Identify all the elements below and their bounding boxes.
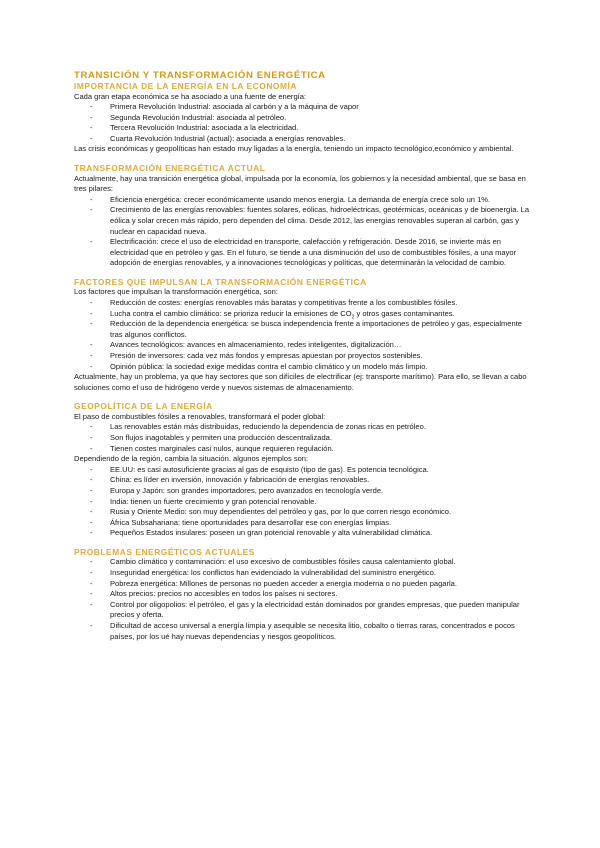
list-item: - Control por oligopolios: el petróleo, el gas y la electricidad están dominados por grandes empresas, que pueden manipular precios y oferta.	[110, 600, 536, 621]
bullet-list	[74, 422, 536, 454]
list-item: - Europa y Japón: son grandes importadores, pero avanzados en tecnología verde.	[110, 486, 536, 497]
list-item: - India: tienen un fuerte crecimiento y gran potencial renovable.	[110, 497, 536, 508]
list-item-co2	[110, 309, 536, 320]
list-item: - Rusia y Oriente Medio: son muy dependientes del petróleo y gas, por lo que corren riesgo económico.	[110, 507, 536, 518]
list-item: - África Subsahariana: tiene oportunidades para desarrollar ese con energías limpias.	[110, 518, 536, 529]
paragraph: Actualmente, hay un problema, ya que hay sectores que son difíciles de electrificar (ej: transporte marítimo). Para ello, se llevan a cabo soluciones como el uso de hidrógeno verde y nuevos sistemas de almacenamiento.	[74, 372, 527, 392]
section-heading-problemas: PROBLEMAS ENERGÉTICOS ACTUALES	[74, 546, 255, 557]
bullet-list	[74, 557, 536, 642]
list-item: - Presión de inversores: cada vez más fondos y empresas apuestan por proyectos sostenibles.	[110, 351, 536, 362]
list-item: - Cambio climático y contaminación: el uso excesivo de combustibles fósiles causa calentamiento global.	[110, 557, 536, 568]
list-item: - Inseguridad energética: los conflictos han evidenciado la vulnerabilidad del suministro energético.	[110, 568, 536, 579]
bullet-list	[74, 195, 536, 269]
list-item: - Primera Revolución Industrial: asociada al carbón y a la máquina de vapor	[110, 102, 536, 113]
section-heading-importancia: IMPORTANCIA DE LA ENERGÍA EN LA ECONOMÍA	[74, 81, 297, 91]
section-heading-factores: FACTORES QUE IMPULSAN LA TRANSFORMACIÓN ENERGÉTICA	[74, 276, 367, 287]
paragraph: Las crisis económicas y geopolíticas han estado muy ligadas a la energía, teniendo un impacto tecnológico,económico y ambiental.	[74, 144, 514, 154]
co2-subscript: 2	[351, 314, 355, 321]
list-item: - Opinión pública: la sociedad exige medidas contra el cambio climático y un modelo más limpio.	[110, 362, 536, 373]
list-item: - Tercera Revolución Industrial: asociada a la electricidad.	[110, 123, 536, 134]
co2-text-after: y otros gases contaminantes.	[354, 308, 455, 318]
list-item: - EE.UU: es casi autosuficiente gracias al gas de esquisto (tipo de gas). Es potencia tecnológica.	[110, 465, 536, 476]
list-item: - Las renovables están más distribuidas, reduciendo la dependencia de zonas ricas en petróleo.	[110, 422, 536, 433]
paragraph: Dependiendo de la región, cambia la situación. algunos ejemplos son:	[74, 454, 309, 464]
list-item: - Electrificación: crece el uso de electricidad en transporte, calefacción y refrigeración. Desde 2016, se invierte más en electricidad que en petróleo y gas. En el futuro, se tiende a una disminución del uso de combustibles fósiles, a una mayor adopción de energías renovables, y a innovaciones tecnológicas y políticas, que determinarán la velocidad de cambio.	[110, 237, 536, 269]
paragraph: Actualmente, hay una transición energética global, impulsada por la economía, los gobiernos y la necesidad ambiental, que se basa en tres pilares:	[74, 173, 526, 194]
list-item: - Tienen costes marginales casi nulos, aunque requieren regulación.	[110, 444, 536, 455]
list-item: - Son flujos inagotables y permiten una producción descentralizada.	[110, 433, 536, 444]
paragraph: Cada gran etapa económica se ha asociado a una fuente de energía:	[74, 91, 307, 101]
list-item: - Crecimiento de las energías renovables: fuentes solares, eólicas, hidroeléctricas, geotérmicas, oceánicas y de bioenergía. La eólica y solar crecen más rápido, pero dependen del clima. Desde 2012, las energías renovables superan al carbón, gas y nuclear en capacidad nueva.	[110, 205, 536, 237]
list-item: - Eficiencia energética: crecer económicamente usando menos energía. La demanda de energía crece solo un 1%.	[110, 195, 536, 206]
section-heading-geopolitica: GEOPOLÍTICA DE LA ENERGÍA	[74, 401, 213, 412]
list-item: - Pobreza energética: Millones de personas no pueden acceder a energía moderna o no pueden pagarla.	[110, 579, 536, 590]
list-item: - Altos precios: precios no accesibles en todos los países ni sectores.	[110, 589, 536, 600]
paragraph: El paso de combustibles fósiles a renovables, transformará el poder global:	[74, 411, 326, 421]
document-title: TRANSICIÓN Y TRANSFORMACIÓN ENERGÉTICA	[74, 70, 326, 81]
section-heading-transformacion: TRANSFORMACIÓN ENERGÉTICA ACTUAL	[74, 163, 266, 174]
co2-text-before: Lucha contra el cambio climático: se prioriza reducir la emisiones de CO	[110, 308, 352, 318]
list-item: - Cuarta Revolución Industrial (actual): asociada a energías renovables.	[110, 134, 536, 145]
bullet-list	[74, 102, 536, 144]
list-item: - China: es líder en inversión, innovación y fabricación de energías renovables.	[110, 475, 536, 486]
list-item: - Avances tecnológicos: avances en almacenamiento, redes inteligentes, digitalización…	[110, 340, 536, 351]
paragraph: Los factores que impulsan la transformación energética, son:	[74, 287, 278, 297]
bullet-list	[74, 298, 536, 372]
list-item: - Reducción de la dependencia energética: se busca independencia frente a importaciones de petróleo y gas, especialmente tras algunos conflictos.	[110, 319, 536, 340]
list-item: - Segunda Revolución Industrial: asociada al petróleo.	[110, 113, 536, 124]
list-item: - Reducción de costes: energías renovables más baratas y competitivas frente a los combustibles fósiles.	[110, 298, 536, 309]
bullet-list	[74, 465, 536, 539]
list-item: - Dificultad de acceso universal a energía limpia y asequible se necesita litio, cobalto o tierras raras, concentrados e pocos países, por los ué hay nuevas dependencias y riesgos geopolíticos.	[110, 621, 536, 642]
list-item: - Pequeños Estados insulares: poseen un gran potencial renovable y alta vulnerabilidad climática.	[110, 528, 536, 539]
